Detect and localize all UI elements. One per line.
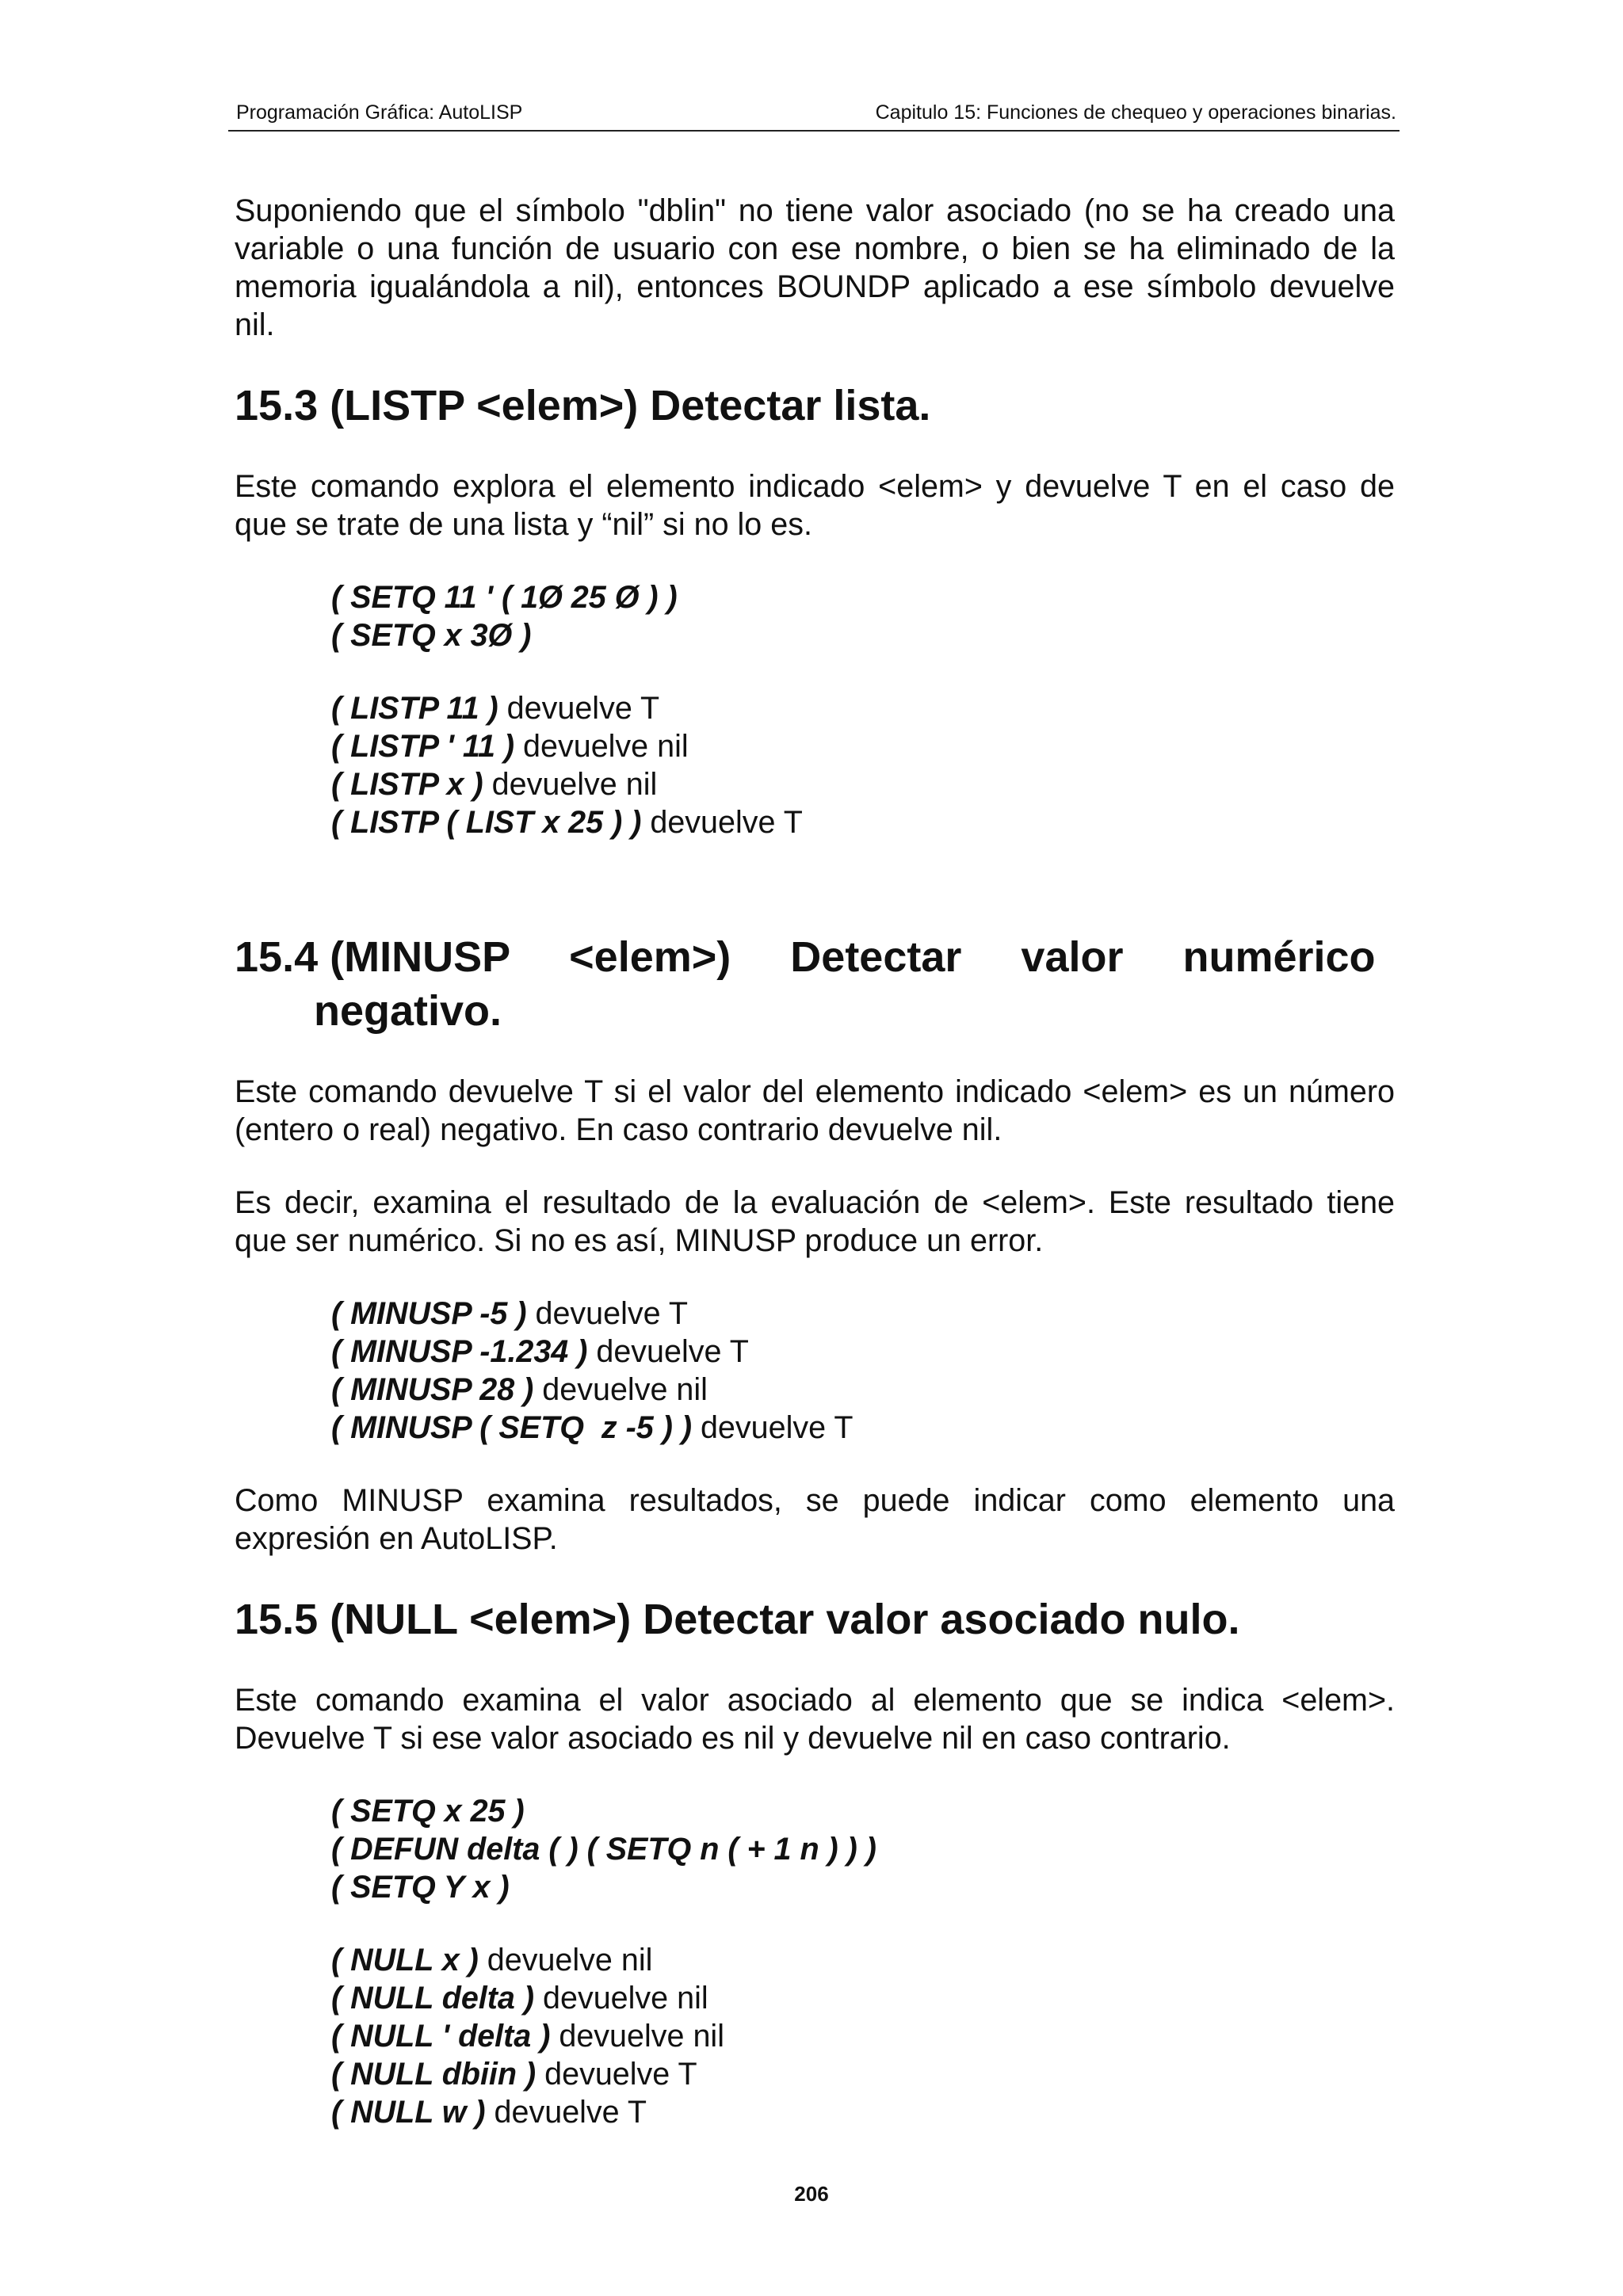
example-result: devuelve T [485, 2095, 647, 2130]
example-code: ( LISTP ' 11 ) [331, 729, 515, 764]
null-examples [235, 1941, 1395, 2131]
heading-line-2: negativo. [314, 987, 502, 1035]
minusp-paragraph-2: Es decir, examina el resultado de la evaluación de <elem>. Este resultado tiene que ser numérico. Si no es así, MINUSP produce un error. [235, 1185, 1395, 1258]
null-paragraph: Este comando examina el valor asociado al elemento que se indica <elem>. Devuelve T si ese valor asociado es nil y devuelve nil en caso contrario. [235, 1683, 1395, 1756]
null-setup-code [235, 1792, 1395, 1906]
example-line [331, 1371, 1395, 1409]
example-line [331, 2055, 1395, 2093]
example-result: devuelve nil [483, 767, 658, 802]
example-code: ( MINUSP 28 ) [331, 1372, 534, 1407]
section-heading-minusp [235, 876, 1395, 1038]
example-code: ( NULL x ) [331, 1943, 479, 1978]
example-code: ( LISTP 11 ) [331, 691, 498, 726]
code-line: ( SETQ x 3Ø ) [331, 618, 532, 653]
example-result: devuelve nil [514, 729, 689, 764]
example-line [331, 1333, 1395, 1371]
example-line [331, 727, 1395, 765]
minusp-paragraph-1: Este comando devuelve T si el valor del elemento indicado <elem> es un número (entero o real) negativo. En caso contrario devuelve nil. [235, 1074, 1395, 1147]
example-result: devuelve nil [478, 1943, 653, 1978]
section-heading-null: 15.5 (NULL <elem>) Detectar valor asociado nulo. [235, 1596, 1240, 1643]
minusp-examples [235, 1295, 1395, 1447]
code-line: ( SETQ x 25 ) [331, 1794, 525, 1829]
example-result: devuelve nil [534, 1981, 708, 2016]
example-result: devuelve T [498, 691, 660, 726]
example-result: devuelve T [691, 1410, 854, 1445]
example-code: ( NULL ' delta ) [331, 2019, 551, 2054]
example-code: ( NULL delta ) [331, 1981, 535, 2016]
header-chapter-title: Capitulo 15: Funciones de chequeo y operaciones binarias. [875, 101, 1396, 124]
example-line [331, 2017, 1395, 2055]
example-code: ( MINUSP -5 ) [331, 1296, 527, 1331]
example-result: devuelve T [641, 805, 803, 840]
example-code: ( LISTP x ) [331, 767, 483, 802]
code-line: ( DEFUN delta ( ) ( SETQ n ( + 1 n ) ) ) [331, 1832, 876, 1867]
section-heading-listp: 15.3 (LISTP <elem>) Detectar lista. [235, 382, 931, 429]
example-result: devuelve T [526, 1296, 688, 1331]
page-content [235, 192, 1395, 2166]
example-line [331, 2093, 1395, 2131]
header-book-title: Programación Gráfica: AutoLISP [236, 101, 523, 124]
example-line [331, 803, 1395, 841]
heading-line-1: 15.4 (MINUSP <elem>) Detectar valor numérico [235, 933, 1376, 981]
example-line [331, 1295, 1395, 1333]
listp-examples [235, 689, 1395, 841]
listp-paragraph: Este comando explora el elemento indicado <elem> y devuelve T en el caso de que se trate de una lista y “nil” si no lo es. [235, 469, 1395, 542]
listp-setup-code [235, 578, 1395, 654]
example-code: ( NULL dbiin ) [331, 2057, 537, 2092]
page-header [228, 95, 1400, 132]
minusp-paragraph-3: Como MINUSP examina resultados, se puede indicar como elemento una expresión en AutoLISP. [235, 1483, 1395, 1556]
code-line: ( SETQ 11 ' ( 1Ø 25 Ø ) ) [331, 580, 678, 615]
example-line [331, 1409, 1395, 1447]
example-line [331, 1941, 1395, 1979]
example-code: ( NULL w ) [331, 2095, 486, 2130]
example-line [331, 689, 1395, 727]
example-result: devuelve nil [550, 2019, 724, 2054]
example-result: devuelve nil [533, 1372, 708, 1407]
page-number: 206 [794, 2182, 829, 2206]
example-line [331, 1979, 1395, 2017]
example-code: ( MINUSP -1.234 ) [331, 1334, 588, 1369]
example-line [331, 765, 1395, 803]
example-result: devuelve T [587, 1334, 749, 1369]
intro-paragraph: Suponiendo que el símbolo "dblin" no tiene valor asociado (no se ha creado una variable o una función de usuario con ese nombre, o bien se ha eliminado de la memoria igualándola a nil), entonces BOUNDP aplicado a ese símbolo devuelve nil. [235, 193, 1395, 342]
example-code: ( MINUSP ( SETQ z -5 ) ) [331, 1410, 692, 1445]
code-line: ( SETQ Y x ) [331, 1870, 510, 1905]
example-result: devuelve T [536, 2057, 697, 2092]
example-code: ( LISTP ( LIST x 25 ) ) [331, 805, 642, 840]
